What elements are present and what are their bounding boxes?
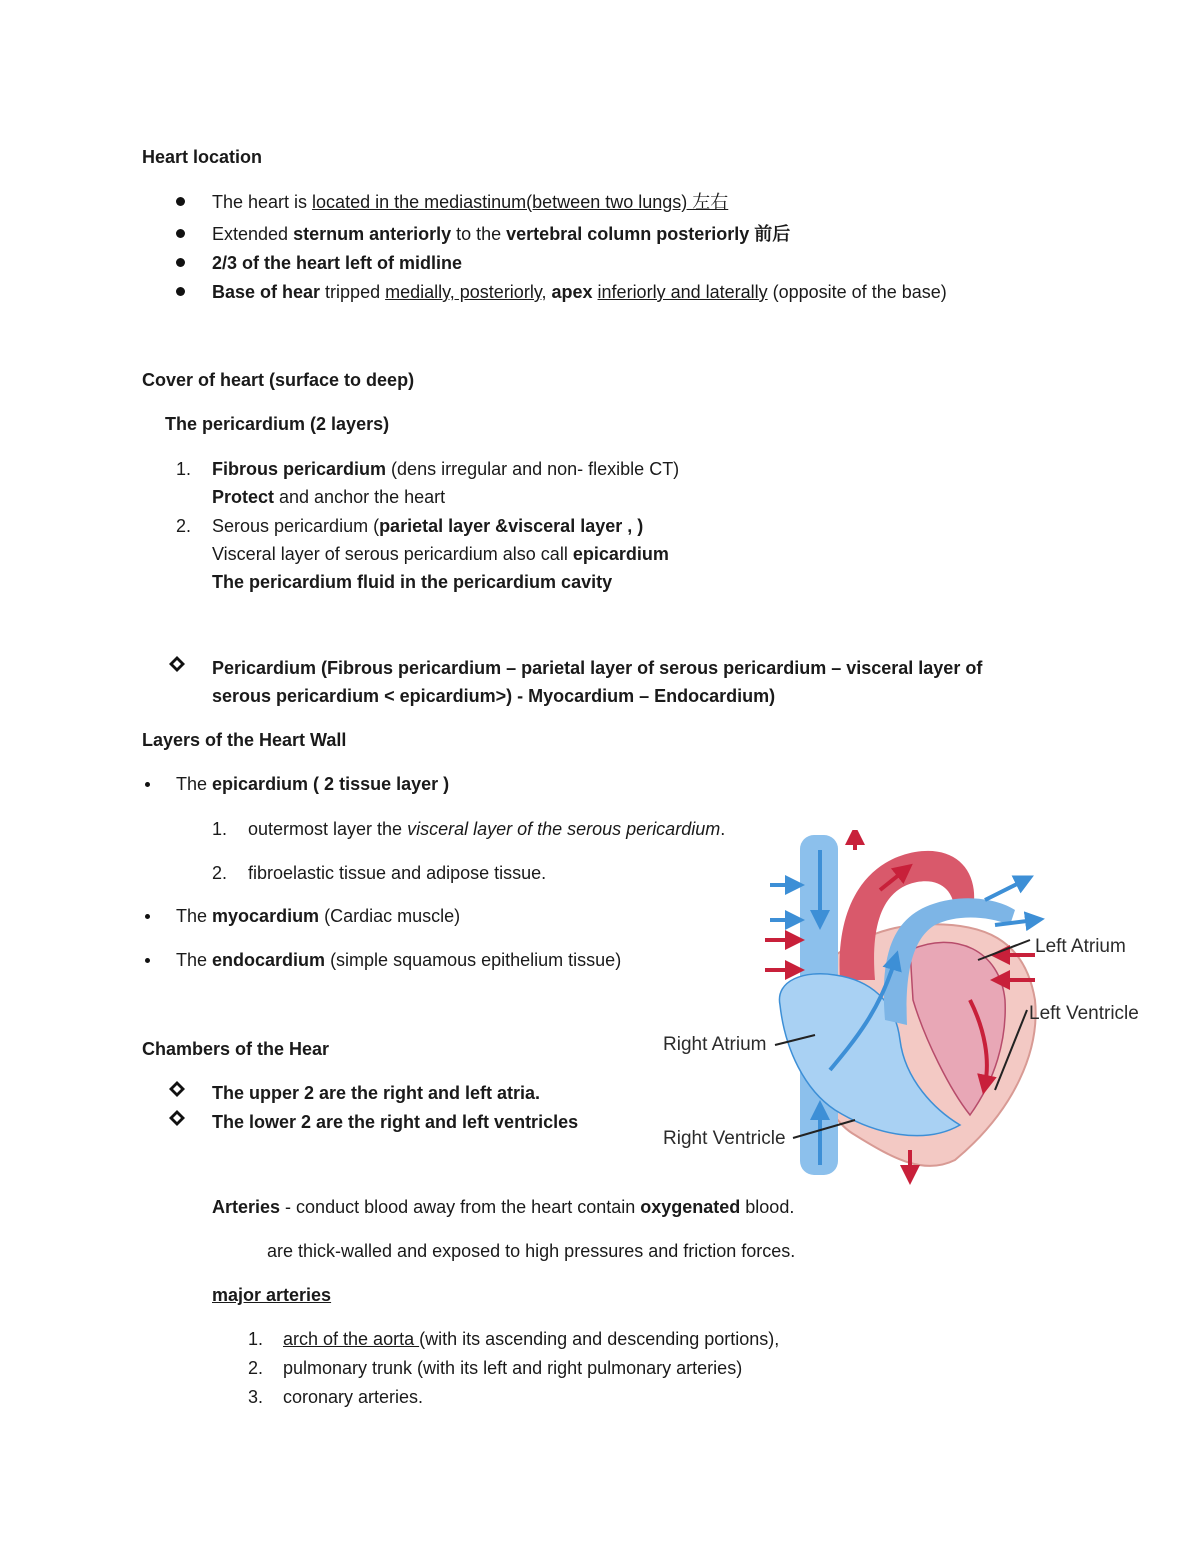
artery-item-1: arch of the aorta (with its ascending and descending portions), — [283, 1329, 780, 1349]
label-right-atrium: Right Atrium — [663, 1034, 767, 1055]
label-left-atrium: Left Atrium — [1035, 936, 1126, 957]
bullet-dot — [145, 958, 150, 963]
pericardium-summary-line-1: Pericardium (Fibrous pericardium – parietal layer of serous pericardium – visceral layer of — [212, 658, 983, 678]
bullet-dot — [176, 197, 185, 206]
bullet-dot — [176, 287, 185, 296]
list-number: 1. — [176, 459, 192, 479]
chambers-upper: The upper 2 are the right and left atria. — [212, 1083, 541, 1103]
list-number: 2. — [212, 863, 228, 883]
pericardium-item-1-detail: Protect and anchor the heart — [212, 487, 446, 507]
list-number: 2. — [248, 1358, 264, 1378]
artery-item-3: coronary arteries. — [283, 1387, 424, 1407]
pericardium-item-1: Fibrous pericardium (dens irregular and non- flexible CT) — [212, 459, 680, 479]
heading-heart-location: Heart location — [142, 147, 263, 167]
chambers-lower: The lower 2 are the right and left ventricles — [212, 1112, 579, 1132]
arteries-walls: are thick-walled and exposed to high pressures and friction forces. — [267, 1241, 796, 1261]
layer-epicardium: The epicardium ( 2 tissue layer ) — [176, 774, 450, 794]
artery-item-2: pulmonary trunk (with its left and right pulmonary arteries) — [283, 1358, 743, 1378]
list-number: 3. — [248, 1387, 264, 1407]
label-left-ventricle: Left Ventricle — [1029, 1003, 1139, 1024]
heart-location-bullet-3: 2/3 of the heart left of midline — [212, 253, 463, 273]
layer-endocardium: The endocardium (simple squamous epithelium tissue) — [176, 950, 622, 970]
bullet-dot — [176, 229, 185, 238]
heart-location-bullet-1: The heart is located in the mediastinum(between two lungs) 左右 — [212, 192, 729, 212]
diamond-bullet-icon — [169, 656, 185, 672]
heading-chambers: Chambers of the Hear — [142, 1039, 330, 1059]
label-right-ventricle: Right Ventricle — [663, 1128, 786, 1149]
subheading-pericardium: The pericardium (2 layers) — [165, 414, 390, 434]
epicardium-detail-1: outermost layer the visceral layer of the serous pericardium. — [248, 819, 726, 839]
diamond-bullet-icon — [169, 1110, 185, 1126]
pericardium-item-2-detail: Visceral layer of serous pericardium also call epicardium — [212, 544, 669, 564]
bullet-dot — [145, 782, 150, 787]
diamond-bullet-icon — [169, 1081, 185, 1097]
list-number: 1. — [212, 819, 228, 839]
arteries-definition: Arteries - conduct blood away from the heart contain oxygenated blood. — [212, 1197, 795, 1217]
heading-layers-heart-wall: Layers of the Heart Wall — [142, 730, 347, 750]
pericardium-summary-line-2: serous pericardium < epicardium>) - Myocardium – Endocardium) — [212, 686, 776, 706]
list-number: 2. — [176, 516, 192, 536]
epicardium-detail-2: fibroelastic tissue and adipose tissue. — [248, 863, 547, 883]
layer-myocardium: The myocardium (Cardiac muscle) — [176, 906, 461, 926]
heading-major-arteries: major arteries — [212, 1285, 332, 1305]
heart-location-bullet-4: Base of hear tripped medially, posteriorly, apex inferiorly and laterally (opposite of the base) — [212, 282, 947, 302]
pericardium-item-2-fluid: The pericardium fluid in the pericardium cavity — [212, 572, 613, 592]
heart-diagram — [655, 830, 1155, 1190]
heading-cover-of-heart: Cover of heart (surface to deep) — [142, 370, 415, 390]
bullet-dot — [176, 258, 185, 267]
pericardium-item-2: Serous pericardium (parietal layer &visceral layer , ) — [212, 516, 644, 536]
heart-location-bullet-2: Extended sternum anteriorly to the vertebral column posteriorly 前后 — [212, 224, 791, 244]
bullet-dot — [145, 914, 150, 919]
list-number: 1. — [248, 1329, 264, 1349]
